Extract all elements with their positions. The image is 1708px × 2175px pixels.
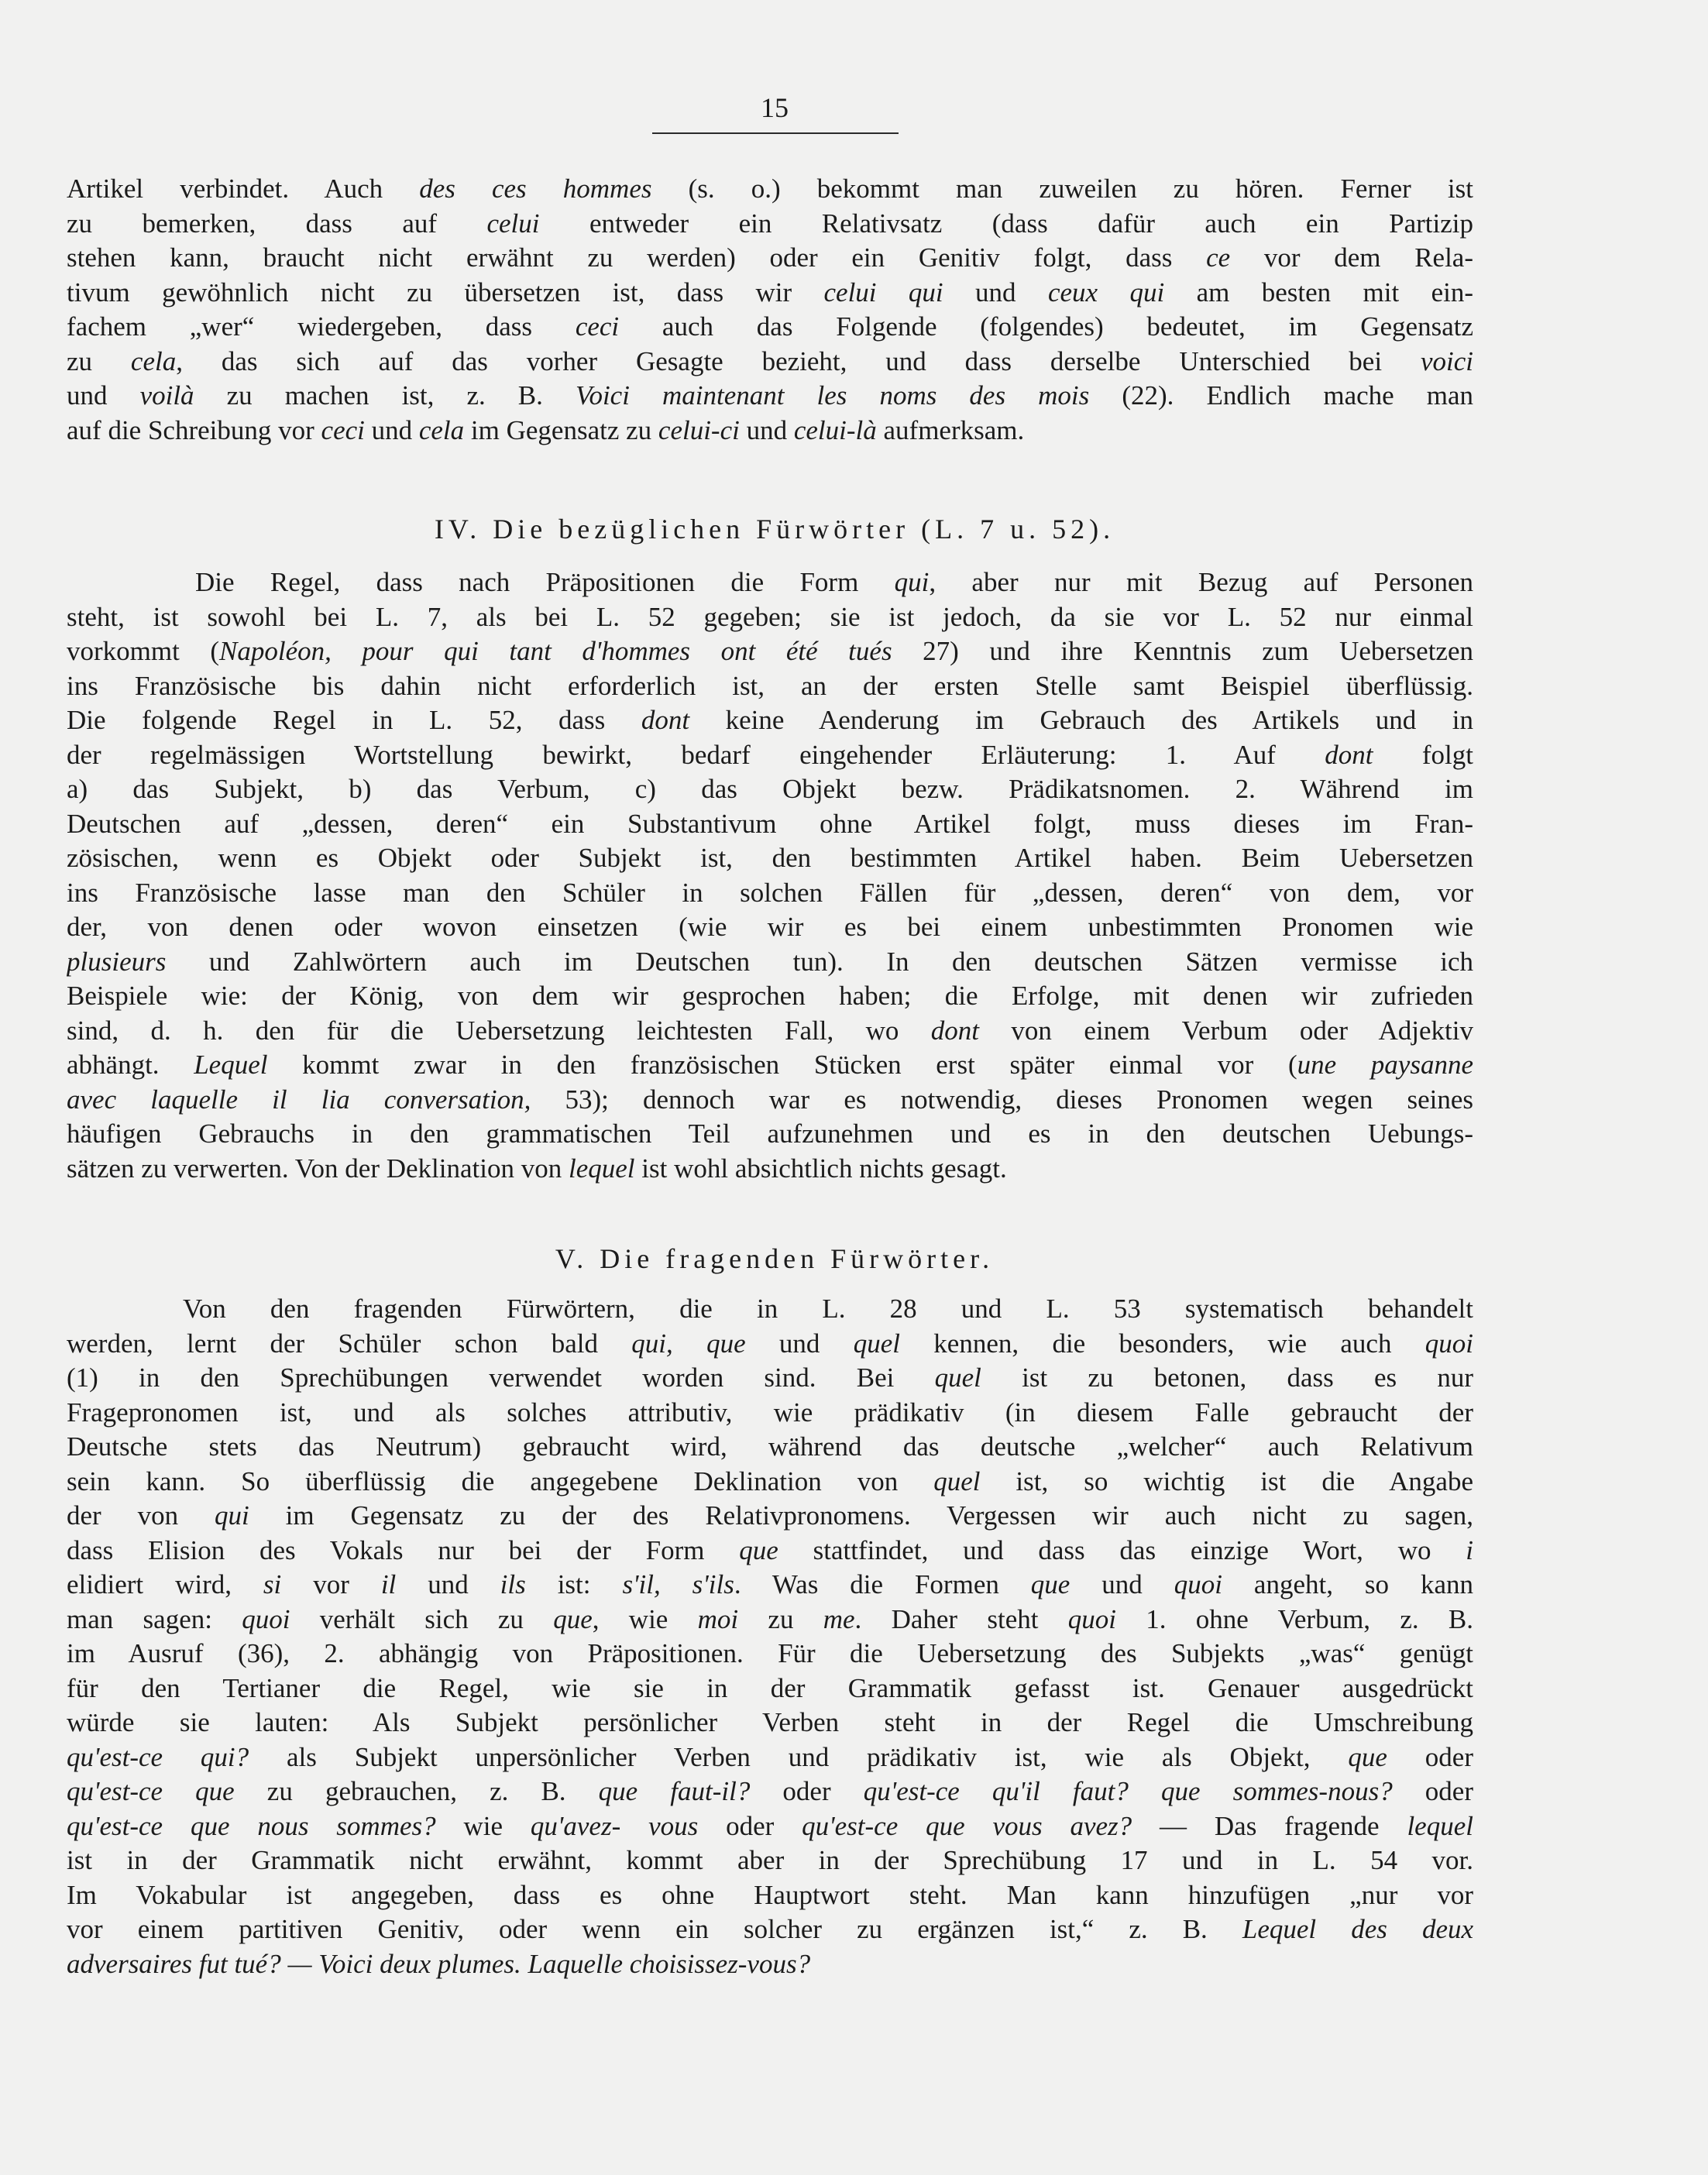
text-line: dass Elision des Vokals nur bei der Form que stattfindet, und dass das einzige Wort, wo i: [67, 1534, 1473, 1565]
text-line: plusieurs und Zahlwörtern auch im Deutschen tun). In den deutschen Sätzen vermisse ich: [67, 946, 1473, 977]
text-line: häufigen Gebrauchs in den grammatischen Teil aufzunehmen und es in den deutschen Uebungs-: [67, 1118, 1473, 1149]
text-line: vor einem partitiven Genitiv, oder wenn ein solcher zu ergänzen ist,“ z. B. Lequel des deux: [67, 1914, 1473, 1944]
page-number: 15: [761, 92, 789, 123]
text-line: auf die Schreibung vor ceci und cela im Gegensatz zu celui-ci und celui-là aufmerksam.: [67, 414, 1025, 445]
text-line: tivum gewöhnlich nicht zu übersetzen ist, dass wir celui qui und ceux qui am besten mit ein-: [67, 277, 1473, 308]
continuation-paragraph: [67, 172, 1473, 448]
text-line: a) das Subjekt, b) das Verbum, c) das Objekt bezw. Prädikatsnomen. 2. Während im: [67, 774, 1473, 804]
text-line: fachem „wer“ wiedergeben, dass ceci auch das Folgende (folgendes) bedeutet, im Gegensatz: [67, 311, 1473, 342]
text-line: Von den fragenden Fürwörtern, die in L. 28 und L. 53 systematisch behandelt: [183, 1294, 1473, 1324]
text-line: der regelmässigen Wortstellung bewirkt, bedarf eingehender Erläuterung: 1. Auf dont folgt: [67, 739, 1473, 770]
text-line: Deutschen auf „dessen, deren“ ein Substantivum ohne Artikel folgt, muss dieses im Fran-: [67, 808, 1473, 839]
text-line: elidiert wird, si vor il und ils ist: s'il, s'ils. Was die Formen que und quoi angeht, so kann: [67, 1569, 1473, 1599]
text-line: Artikel verbindet. Auch des ces hommes (s. o.) bekommt man zuweilen zu hören. Ferner ist: [67, 174, 1473, 204]
text-line: sein kann. So überflüssig die angegebene Deklination von quel ist, so wichtig ist die Angabe: [67, 1465, 1473, 1496]
text-line: avec laquelle il lia conversation, 53); dennoch war es notwendig, dieses Pronomen wegen seines: [67, 1084, 1473, 1115]
text-line: ins Französische bis dahin nicht erforderlich ist, an der ersten Stelle samt Beispiel überflüssig.: [67, 670, 1473, 701]
text-line: abhängt. Lequel kommt zwar in den französischen Stücken erst später einmal vor (une paysanne: [67, 1050, 1473, 1080]
text-line: stehen kann, braucht nicht erwähnt zu werden) oder ein Genitiv folgt, dass ce vor dem Rela-: [67, 242, 1473, 273]
text-line: qu'est-ce qui? als Subjekt unpersönlicher Verben und prädikativ ist, wie als Objekt, que oder: [67, 1741, 1473, 1772]
text-line: für den Tertianer die Regel, wie sie in der Grammatik gefasst ist. Genauer ausgedrückt: [67, 1672, 1473, 1703]
text-line: werden, lernt der Schüler schon bald qui, que und quel kennen, die besonders, wie auch quoi: [67, 1328, 1473, 1359]
text-line: Die Regel, dass nach Präpositionen die Form qui, aber nur mit Bezug auf Personen: [195, 567, 1473, 597]
text-line: Die folgende Regel in L. 52, dass dont keine Aenderung im Gebrauch des Artikels und in: [67, 705, 1473, 735]
text-line: zu bemerken, dass auf celui entweder ein Relativsatz (dass dafür auch ein Partizip: [67, 208, 1473, 239]
text-line: qu'est-ce que nous sommes? wie qu'avez- vous oder qu'est-ce que vous avez? — Das fragende lequel: [67, 1810, 1473, 1841]
section-iv-paragraph: [67, 565, 1473, 1186]
text-line: Im Vokabular ist angegeben, dass es ohne Hauptwort steht. Man kann hinzufügen „nur vor: [67, 1879, 1473, 1910]
section-v-heading: V. Die fragenden Fürwörter.: [555, 1243, 995, 1274]
text-line: (1) in den Sprechübungen verwendet worden sind. Bei quel ist zu betonen, dass es nur: [67, 1362, 1473, 1393]
text-line: steht, ist sowohl bei L. 7, als bei L. 52 gegeben; sie ist jedoch, da sie vor L. 52 nur einmal: [67, 601, 1473, 632]
text-line: Beispiele wie: der König, von dem wir gesprochen haben; die Erfolge, mit denen wir zufrieden: [67, 981, 1473, 1011]
text-line: man sagen: quoi verhält sich zu que, wie moi zu me. Daher steht quoi 1. ohne Verbum, z. B.: [67, 1603, 1473, 1634]
text-line: der, von denen oder wovon einsetzen (wie wir es bei einem unbestimmten Pronomen wie: [67, 912, 1473, 942]
text-line: der von qui im Gegensatz zu der des Relativpronomens. Vergessen wir auch nicht zu sagen,: [67, 1500, 1473, 1531]
text-line: sätzen zu verwerten. Von der Deklination von lequel ist wohl absichtlich nichts gesagt.: [67, 1153, 1007, 1184]
section-v-paragraph: [67, 1292, 1473, 1981]
text-line: ins Französische lasse man den Schüler in solchen Fällen für „dessen, deren“ von dem, vor: [67, 877, 1473, 908]
text-line: vorkommt (Napoléon, pour qui tant d'hommes ont été tués 27) und ihre Kenntnis zum Uebersetzen: [67, 636, 1473, 666]
text-line: qu'est-ce que zu gebrauchen, z. B. que faut-il? oder qu'est-ce qu'il faut? que sommes-nous? oder: [67, 1776, 1473, 1806]
text-line: sind, d. h. den für die Uebersetzung leichtesten Fall, wo dont von einem Verbum oder Adjektiv: [67, 1015, 1473, 1046]
page-number-rule: [652, 132, 899, 134]
text-line: ist in der Grammatik nicht erwähnt, kommt aber in der Sprechübung 17 und in L. 54 vor.: [67, 1845, 1473, 1875]
text-line: adversaires fut tué? — Voici deux plumes. Laquelle choisissez-vous?: [67, 1948, 811, 1979]
text-line: Deutsche stets das Neutrum) gebraucht wird, während das deutsche „welcher“ auch Relativum: [67, 1431, 1473, 1462]
text-line: würde sie lauten: Als Subjekt persönlicher Verben steht in der Regel die Umschreibung: [67, 1707, 1473, 1737]
text-line: zösischen, wenn es Objekt oder Subjekt ist, den bestimmten Artikel haben. Beim Uebersetzen: [67, 843, 1473, 873]
section-iv-heading: IV. Die bezüglichen Fürwörter (L. 7 u. 52).: [434, 514, 1115, 545]
text-line: Fragepronomen ist, und als solches attributiv, wie prädikativ (in diesem Falle gebraucht der: [67, 1397, 1473, 1428]
text-line: und voilà zu machen ist, z. B. Voici maintenant les noms des mois (22). Endlich mache man: [67, 380, 1473, 411]
text-line: zu cela, das sich auf das vorher Gesagte bezieht, und dass derselbe Unterschied bei voici: [67, 345, 1473, 376]
text-line: im Ausruf (36), 2. abhängig von Präpositionen. Für die Uebersetzung des Subjekts „was“ genügt: [67, 1638, 1473, 1668]
